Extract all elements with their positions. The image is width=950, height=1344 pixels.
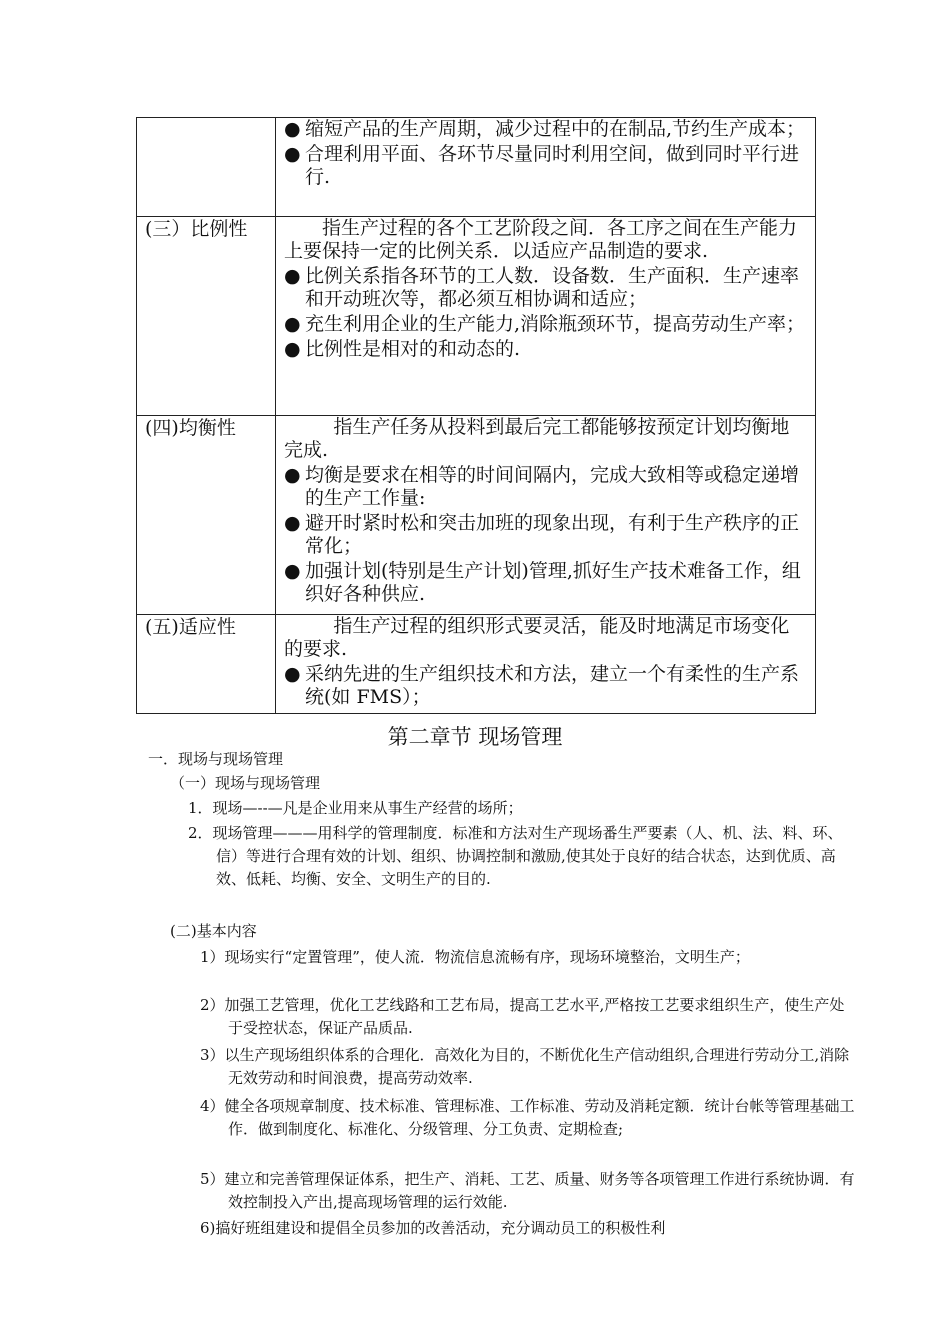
row-content [276, 416, 816, 615]
bullet-item: ● 比例关系指各环节的工人数．设备数．生产面积．生产速率和开动班次等，都必须互相协调和适应； [284, 265, 800, 310]
row-content [276, 615, 816, 714]
section-heading: 一．现场与现场管理 [148, 750, 284, 768]
table-row [137, 118, 816, 217]
bullet-icon: ● [284, 663, 301, 685]
table-row [137, 217, 816, 416]
table-row [137, 615, 816, 714]
list-item: 4）健全各项规章制度、技术标准、管理标准、工作标准、劳动及消耗定额．统计台帐等管理基础工作．做到制度化、标准化、分级管理、分工负责、定期检查; [200, 1097, 855, 1138]
subsection-heading: (二)基本内容 [170, 922, 257, 940]
bullet-item: ● 采纳先进的生产组织技术和方法，建立一个有柔性的生产系统(如 FMS）； [284, 663, 800, 708]
production-principles-table [136, 117, 816, 714]
subsection-heading: （一）现场与现场管理 [170, 774, 321, 792]
chapter-title: 第二章节 现场管理 [387, 725, 563, 749]
row-description: 指生产过程的各个工艺阶段之间．各工序之间在生产能力上要保持一定的比例关系．以适应产品制造的要求. [284, 217, 798, 262]
bullet-icon: ● [284, 338, 301, 360]
bullet-item: ● 合理利用平面、各环节尽量同时利用空间，做到同时平行进行. [284, 143, 800, 188]
bullet-icon: ● [284, 118, 301, 140]
bullet-icon: ● [284, 512, 301, 534]
bullet-icon: ● [284, 464, 301, 486]
list-item: 2）加强工艺管理，优化工艺线路和工艺布局，提高工艺水平,严格按工艺要求组织生产，使生产处于受控状态，保证产品质品. [200, 996, 845, 1037]
row-label [137, 118, 276, 217]
list-item: 2．现场管理———用科学的管理制度．标准和方法对生产现场番生严要素（人、机、法、料、环、信）等进行合理有效的计划、组织、协调控制和激励,使其处于良好的结合状态，达到优质、高效、低耗、均衡、安全、文明生产的目的. [188, 824, 843, 888]
list-item: 5）建立和完善管理保证体系，把生产、消耗、工艺、质量、财务等各项管理工作进行系统协调．有效控制投入产出,提高现场管理的运行效能. [200, 1170, 855, 1211]
bullet-item: ● 缩短产品的生产周期，减少过程中的在制品,节约生产成本； [284, 118, 806, 140]
row-description: 指生产过程的组织形式要灵活，能及时地满足市场变化的要求. [284, 615, 790, 660]
row-content [276, 118, 816, 217]
table-row [137, 416, 816, 615]
bullet-icon: ● [284, 560, 301, 582]
bullet-icon: ● [284, 143, 301, 165]
list-item: 3）以生产现场组织体系的合理化．高效化为目的，不断优化生产信动组织,合理进行劳动分工,消除无效劳动和时间浪费，提高劳动效率. [200, 1046, 850, 1087]
bullet-item: ● 加强计划(特别是生产计划)管理,抓好生产技术难备工作，组织好各种供应. [284, 560, 801, 605]
bullet-icon: ● [284, 265, 301, 287]
row-label: (五)适应性 [137, 615, 276, 714]
bullet-icon: ● [284, 313, 301, 335]
list-item: 1．现场—--—凡是企业用来从事生产经营的场所； [188, 799, 523, 817]
list-item: 1）现场实行“定置管理”，使人流．物流信息流畅有序，现场环境整治，文明生产； [200, 948, 750, 966]
row-label: (三）比例性 [137, 217, 276, 416]
bullet-item: ● 充生利用企业的生产能力,消除瓶颈环节，提高劳动生产率； [284, 313, 806, 335]
bullet-item: ● 均衡是要求在相等的时间间隔内，完成大致相等或稳定递增的生产工作量: [284, 464, 800, 509]
row-description: 指生产任务从投料到最后完工都能够按预定计划均衡地完成. [284, 416, 790, 461]
row-label: (四)均衡性 [137, 416, 276, 615]
bullet-item: ● 避开时紧时松和突击加班的现象出现，有利于生产秩序的正常化； [284, 512, 800, 557]
row-content [276, 217, 816, 416]
list-item: 6)搞好班组建设和提倡全员参加的改善活动，充分调动员工的积极性利 [200, 1219, 666, 1237]
bullet-item: ● 比例性是相对的和动态的. [284, 338, 521, 360]
